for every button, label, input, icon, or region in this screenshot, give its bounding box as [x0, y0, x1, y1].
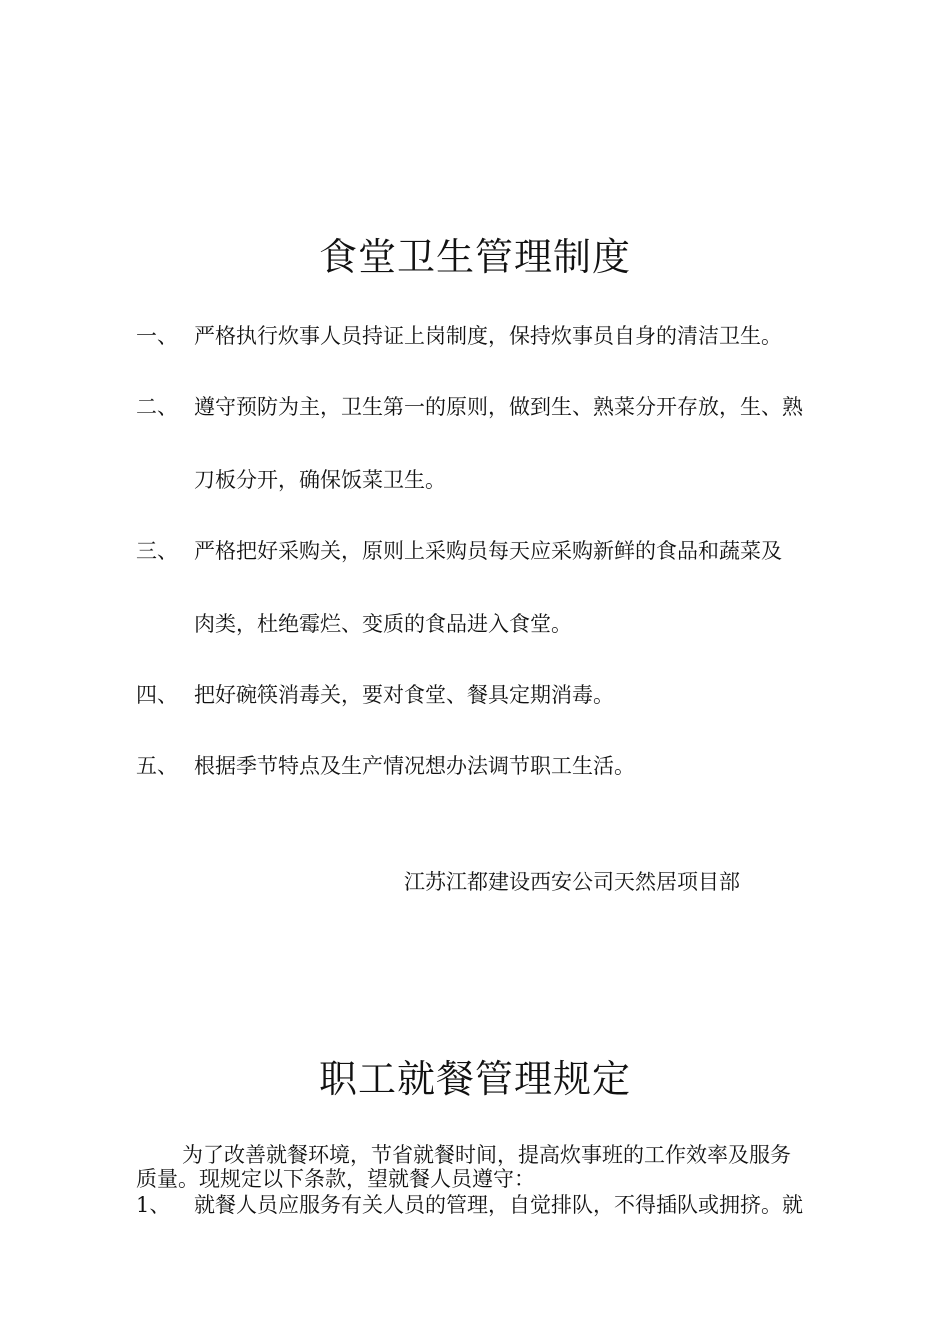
rule-text: 严格把好采购关，原则上采购员每天应采购新鲜的食品和蔬菜及 — [194, 539, 782, 563]
rule-number: 四、 — [136, 683, 178, 707]
rule-number: 三、 — [136, 539, 178, 563]
rule-number: 一、 — [136, 324, 178, 348]
document-title-staff-dining: 职工就餐管理规定 — [318, 1057, 631, 1101]
rule-text: 把好碗筷消毒关，要对食堂、餐具定期消毒。 — [194, 683, 614, 707]
dining-rule-number: 1、 — [136, 1193, 171, 1217]
signature-organization: 江苏江都建设西安公司天然居项目部 — [404, 870, 740, 894]
rule-text: 遵守预防为主，卫生第一的原则，做到生、熟菜分开存放，生、熟 — [194, 395, 803, 419]
intro-paragraph-line-2: 质量。现规定以下条款，望就餐人员遵守： — [136, 1167, 535, 1191]
rule-text-continuation: 肉类，杜绝霉烂、变质的食品进入食堂。 — [194, 612, 572, 636]
rule-text-continuation: 刀板分开，确保饭菜卫生。 — [194, 468, 446, 492]
intro-paragraph-line-1: 为了改善就餐环境，节省就餐时间，提高炊事班的工作效率及服务 — [182, 1143, 791, 1167]
rule-text: 严格执行炊事人员持证上岗制度，保持炊事员自身的清洁卫生。 — [194, 324, 782, 348]
rule-text: 根据季节特点及生产情况想办法调节职工生活。 — [194, 754, 635, 778]
rule-number: 二、 — [136, 395, 178, 419]
rule-number: 五、 — [136, 754, 178, 778]
dining-rule-text: 就餐人员应服务有关人员的管理，自觉排队，不得插队或拥挤。就 — [194, 1193, 803, 1217]
document-title-canteen-hygiene: 食堂卫生管理制度 — [318, 235, 631, 279]
